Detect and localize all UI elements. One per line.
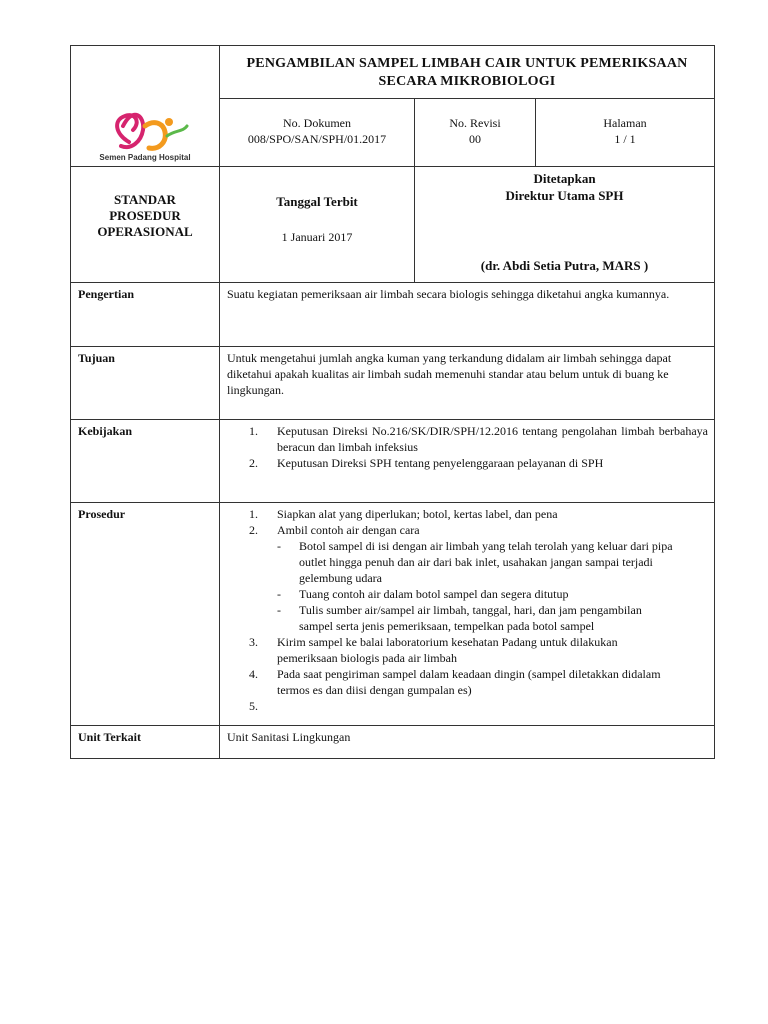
unit-terkait-label-cell	[70, 725, 220, 759]
ditetapkan-cell	[414, 166, 715, 283]
prosedur-item-number: 2.	[249, 523, 258, 537]
no-revisi-cell	[414, 98, 536, 167]
kebijakan-item-number: 1.	[249, 424, 258, 438]
halaman-label: Halaman	[603, 116, 647, 130]
pengertian-content-cell	[219, 282, 715, 347]
title-cell	[219, 45, 715, 99]
prosedur-item	[227, 522, 674, 538]
prosedur-item-text: Kirim sampel ke balai laboratorium kesehatan Padang untuk dilakukan pemeriksaan biologis pada air limbah	[277, 635, 618, 665]
sop-type-line1: STANDAR	[114, 192, 176, 207]
prosedur-subitem	[227, 586, 674, 602]
no-dokumen-value: 008/SPO/SAN/SPH/01.2017	[247, 132, 387, 146]
tujuan-text: Untuk mengetahui jumlah angka kuman yang terkandung didalam air limbah sehingga dapat diketahui apakah kualitas air limbah sudah memenuhi standar atau belum untuk di buang ke lingkungan.	[227, 351, 672, 397]
prosedur-subitem-text: Tuang contoh air dalam botol sampel dan segera ditutup	[299, 587, 569, 601]
prosedur-item	[227, 666, 674, 698]
no-dokumen-cell	[219, 98, 415, 167]
prosedur-item	[227, 506, 674, 522]
prosedur-subitem	[227, 538, 674, 586]
tanggal-terbit-cell	[219, 166, 415, 283]
prosedur-label-cell	[70, 502, 220, 726]
halaman-value: 1 / 1	[614, 132, 636, 146]
kebijakan-content-cell	[219, 419, 715, 503]
prosedur-label: Prosedur	[78, 507, 126, 521]
logo-cell	[70, 45, 220, 167]
kebijakan-item	[227, 455, 708, 471]
prosedur-subitem-dash: -	[277, 603, 281, 617]
halaman-cell	[535, 98, 715, 167]
kebijakan-item-number: 2.	[249, 456, 258, 470]
prosedur-subitem-text: Botol sampel di isi dengan air limbah yang telah terolah yang keluar dari pipa outlet hingga penuh dan air dari bak inlet, usahakan jangan sampai terjadi gelembung udara	[299, 539, 673, 585]
prosedur-item-number: 1.	[249, 507, 258, 521]
kebijakan-label-cell	[70, 419, 220, 503]
tujuan-label: Tujuan	[78, 351, 115, 365]
sop-type-line2: PROSEDUR	[109, 208, 181, 223]
prosedur-item-number: 4.	[249, 667, 258, 681]
kebijakan-label: Kebijakan	[78, 424, 133, 438]
direktur-title: Direktur Utama SPH	[505, 188, 624, 203]
sop-type-line3: OPERASIONAL	[97, 224, 193, 239]
prosedur-item-text: Siapkan alat yang diperlukan; botol, kertas label, dan pena	[277, 507, 558, 521]
document-title-line1: PENGAMBILAN SAMPEL LIMBAH CAIR UNTUK PEMERIKSAAN	[246, 56, 688, 71]
unit-terkait-content-cell	[219, 725, 715, 759]
no-revisi-label: No. Revisi	[449, 116, 501, 130]
prosedur-item-number: 5.	[249, 699, 258, 713]
kebijakan-item-text: Keputusan Direksi SPH tentang penyelenggaraan pelayanan di SPH	[277, 456, 604, 470]
prosedur-subitem-text: Tulis sumber air/sampel air limbah, tanggal, hari, dan jam pengambilan sampel serta jenis pemeriksaan, tempelkan pada botol sampel	[299, 603, 642, 633]
prosedur-subitem-dash: -	[277, 539, 281, 553]
pengertian-label-cell	[70, 282, 220, 347]
prosedur-subitem-dash: -	[277, 587, 281, 601]
unit-terkait-text: Unit Sanitasi Lingkungan	[227, 730, 351, 744]
prosedur-item-text: Pada saat pengiriman sampel dalam keadaan dingin (sampel diletakkan didalam termos es dan diisi dengan gumpalan es)	[277, 667, 661, 697]
tanggal-terbit-value: 1 Januari 2017	[281, 230, 353, 244]
kebijakan-item	[227, 423, 708, 455]
logo-name: Semen Padang Hospital	[99, 153, 191, 162]
prosedur-item	[227, 698, 674, 714]
prosedur-subitem	[227, 602, 674, 634]
tujuan-label-cell	[70, 346, 220, 420]
no-dokumen-label: No. Dokumen	[283, 116, 351, 130]
prosedur-content-cell	[219, 502, 715, 726]
pengertian-text: Suatu kegiatan pemeriksaan air limbah secara biologis sehingga diketahui angka kumannya.	[227, 287, 670, 301]
semen-padang-hospital-logo	[71, 46, 219, 166]
signatory-name: (dr. Abdi Setia Putra, MARS )	[480, 258, 649, 273]
no-revisi-value: 00	[469, 132, 481, 146]
document-title-line2: SECARA MIKROBIOLOGI	[378, 74, 556, 89]
tujuan-content-cell	[219, 346, 715, 420]
ditetapkan-label: Ditetapkan	[533, 171, 596, 186]
pengertian-label: Pengertian	[78, 287, 134, 301]
sop-type-cell	[70, 166, 220, 283]
unit-terkait-label: Unit Terkait	[78, 730, 142, 744]
kebijakan-item-text: Keputusan Direksi No.216/SK/DIR/SPH/12.2016 tentang pengolahan limbah berbahaya beracun dan limbah infeksius	[277, 424, 708, 454]
prosedur-item	[227, 634, 674, 666]
tanggal-terbit-label: Tanggal Terbit	[276, 194, 358, 209]
prosedur-item-number: 3.	[249, 635, 258, 649]
prosedur-item-text: Ambil contoh air dengan cara	[277, 523, 420, 537]
